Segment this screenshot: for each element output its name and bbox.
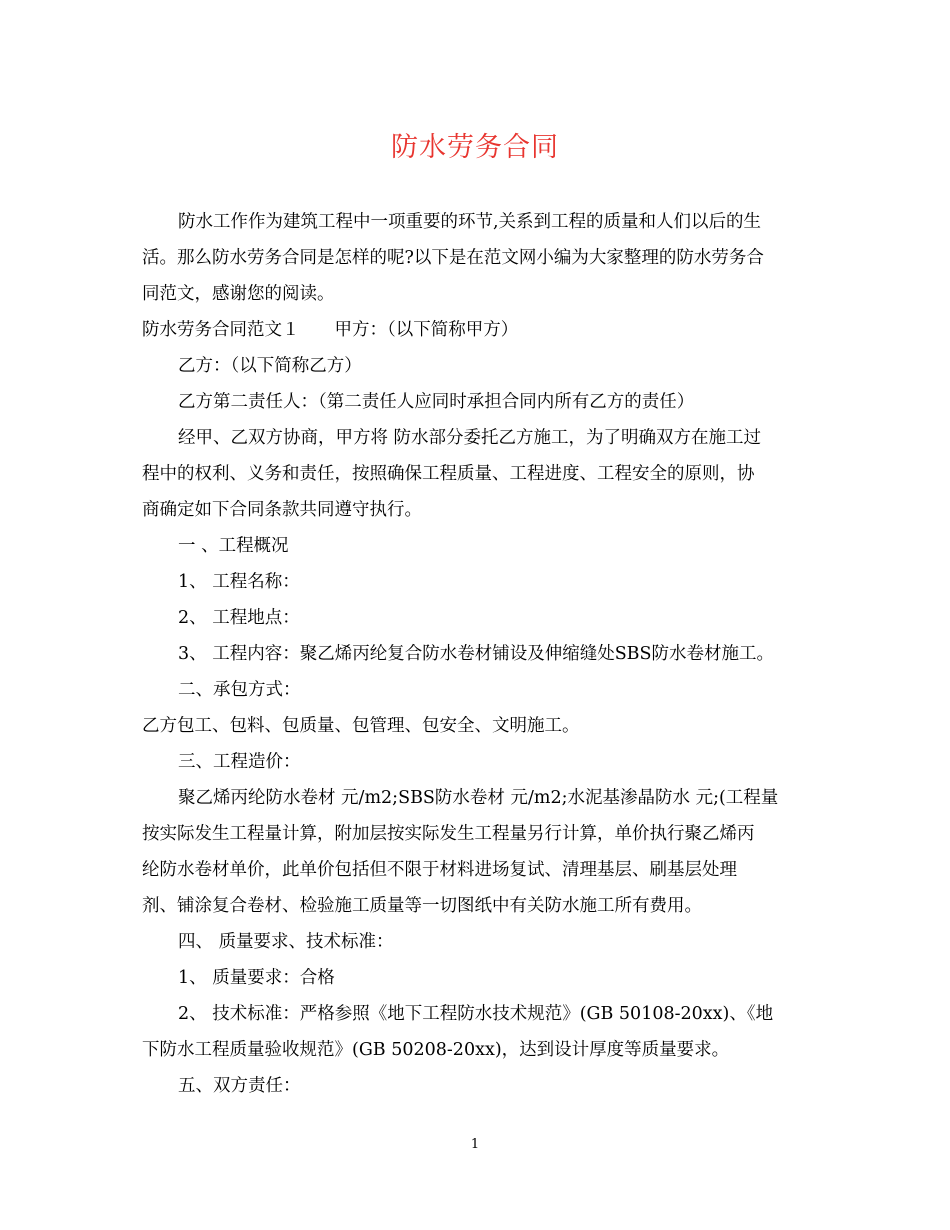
page-number: 1: [470, 1137, 480, 1152]
party-b-paragraph: [142, 348, 818, 384]
section-1-item-2: 2、 工程地点：: [178, 608, 300, 628]
party-b-second-paragraph: [142, 384, 818, 420]
section-3-line-2: 按实际发生工程量计算，附加层按实际发生工程量另行计算，单价执行聚乙烯丙: [142, 824, 755, 844]
agreement-line-2: 程中的权利、义务和责任，按照确保工程质量、工程进度、工程安全的原则，协: [142, 464, 755, 484]
document-title: 防水劳务合同: [391, 132, 559, 163]
party-b-second: 乙方第二责任人：（第二责任人应同时承担合同内所有乙方的责任）: [178, 392, 695, 412]
agreement-line-3: 商确定如下合同条款共同遵守执行。: [142, 500, 422, 520]
section-1-item-1: 1、 工程名称：: [178, 572, 300, 592]
contract-heading: 防水劳务合同范文１ 甲方：（以下简称甲方）: [142, 320, 519, 340]
section-3-line-3: 纶防水卷材单价，此单价包括但不限于材料进场复试、清理基层、刷基层处理: [142, 860, 737, 880]
contract-heading-line: [142, 312, 818, 348]
agreement-paragraph: [142, 420, 818, 528]
section-4-item-1: 1、 质量要求：合格: [178, 968, 335, 988]
section-1-item-3: 3、 工程内容：聚乙烯丙纶复合防水卷材铺设及伸缩缝处SBS防水卷材施工。: [178, 644, 775, 664]
section-3: [142, 744, 818, 924]
section-4: [142, 924, 818, 1068]
intro-paragraph: [142, 204, 818, 312]
section-2-content: 乙方包工、包料、包质量、包管理、包安全、文明施工。: [142, 716, 580, 736]
party-b: 乙方：（以下简称乙方）: [178, 356, 362, 376]
section-3-heading: 三、工程造价：: [178, 752, 301, 772]
section-2: [142, 672, 818, 744]
section-3-line-1: 聚乙烯丙纶防水卷材 元/m2;SBS防水卷材 元/m2;水泥基渗晶防水 元;(工程量: [178, 788, 779, 808]
section-4-item-2-line-2: 下防水工程质量验收规范》(GB 50208-20xx)，达到设计厚度等质量要求。: [142, 1040, 730, 1060]
agreement-line-1: 经甲、乙双方协商，甲方将 防水部分委托乙方施工，为了明确双方在施工过: [178, 428, 762, 448]
intro-line-3: 同范文，感谢您的阅读。: [142, 284, 335, 304]
intro-line-2: 活。那么防水劳务合同是怎样的呢?以下是在范文网小编为大家整理的防水劳务合: [142, 248, 764, 268]
section-4-item-2-line-1: 2、 技术标准：严格参照《地下工程防水技术规范》(GB 50108-20xx)、《地: [178, 1004, 774, 1024]
section-1-heading: 一 、工程概况: [178, 536, 289, 556]
section-1: [142, 528, 818, 672]
section-3-line-4: 剂、铺涂复合卷材、检验施工质量等一切图纸中有关防水施工所有费用。: [142, 896, 702, 916]
section-5-heading: 五、双方责任：: [178, 1076, 301, 1096]
intro-line-1: 防水工作作为建筑工程中一项重要的环节,关系到工程的质量和人们以后的生: [178, 212, 762, 232]
section-2-heading: 二、承包方式：: [178, 680, 301, 700]
section-5: [142, 1068, 818, 1104]
section-4-heading: 四、 质量要求、技术标准：: [178, 932, 394, 952]
